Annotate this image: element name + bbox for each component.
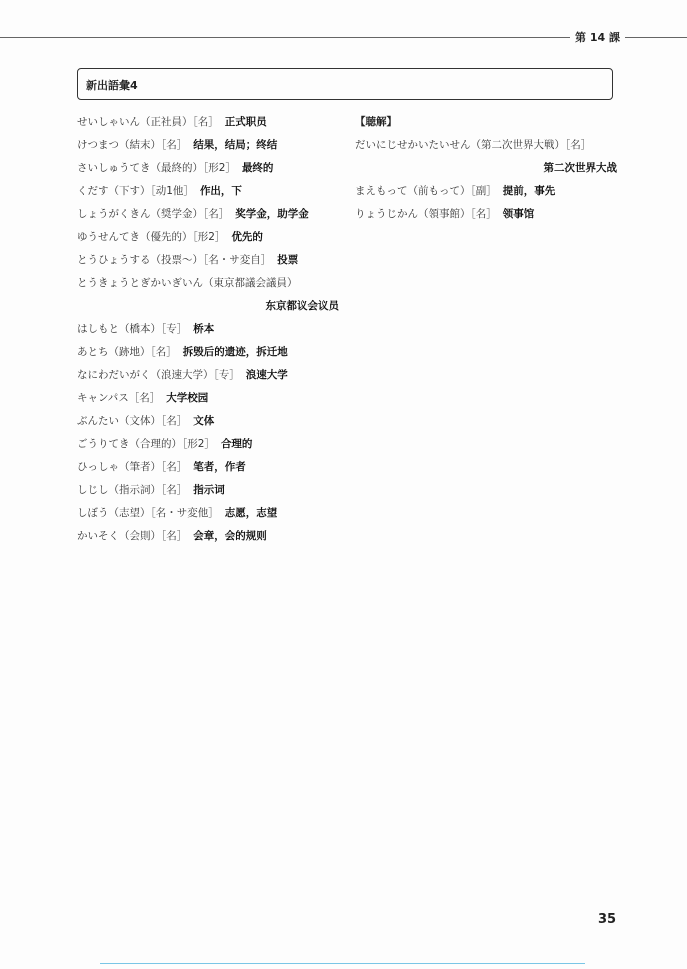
vocab-meaning: 最终的 <box>241 162 274 174</box>
vocab-entry <box>77 275 339 298</box>
vocab-entry-continuation <box>355 160 617 183</box>
vocab-meaning: 志愿，志望 <box>224 507 278 519</box>
vocab-entry <box>77 436 339 459</box>
vocab-reading: とうきょうとぎかいぎいん（東京都議会議員） <box>77 277 298 289</box>
vocab-reading: だいにじせかいたいせん（第二次世界大戦）［名］ <box>355 139 592 151</box>
vocab-reading: なにわだいがく（浪速大学）［专］ <box>77 369 240 381</box>
vocab-entry <box>77 206 339 229</box>
vocab-reading: しょうがくきん（奨学金）［名］ <box>77 208 230 220</box>
vocab-reading: とうひょうする（投票～）［名・サ変自］ <box>77 254 272 266</box>
vocab-meaning: 桥本 <box>193 323 215 335</box>
vocab-entry <box>77 229 339 252</box>
vocab-meaning: 结果，结局；终结 <box>193 139 278 151</box>
vocab-entry-continuation <box>77 298 339 321</box>
vocab-meaning: 正式职员 <box>224 116 267 128</box>
vocab-reading: しじし（指示詞）［名］ <box>77 484 188 496</box>
vocab-meaning: 会章，会的规则 <box>193 530 267 542</box>
vocab-entry <box>77 252 339 275</box>
vocab-reading: ひっしゃ（筆者）［名］ <box>77 461 188 473</box>
footer-rule <box>100 963 585 964</box>
vocab-entry <box>77 528 339 551</box>
vocab-entry <box>355 206 617 229</box>
section-header-box <box>77 68 613 100</box>
vocab-entry <box>77 482 339 505</box>
vocab-meaning: 优先的 <box>231 231 263 243</box>
section-title: 新出語彙4 <box>86 79 138 92</box>
vocab-reading: けつまつ（結末）［名］ <box>77 139 188 151</box>
vocab-reading: ごうりてき（合理的）［形2］ <box>77 438 215 450</box>
vocab-meaning: 东京都议会议员 <box>265 300 339 312</box>
vocab-meaning: 大学校园 <box>166 392 209 404</box>
vocab-meaning: 领事馆 <box>502 208 535 220</box>
vocab-reading: ゆうせんてき（優先的）［形2］ <box>77 231 226 243</box>
vocab-entry <box>77 413 339 436</box>
vocab-entry <box>77 344 339 367</box>
listening-heading: 【聴解】 <box>355 116 397 128</box>
vocab-meaning: 拆毁后的遗迹，拆迁地 <box>182 346 288 358</box>
vocab-meaning: 笔者，作者 <box>193 461 246 473</box>
page-number: 35 <box>598 912 617 927</box>
vocab-meaning: 奖学金，助学金 <box>235 208 309 220</box>
vocab-meaning: 投票 <box>277 254 299 266</box>
vocab-entry <box>77 505 339 528</box>
vocab-column-left <box>77 114 339 551</box>
vocab-entry <box>355 137 617 160</box>
vocab-reading: しぼう（志望）［名・サ変他］ <box>77 507 219 519</box>
vocab-reading: あとち（跡地）［名］ <box>77 346 177 358</box>
vocab-reading: りょうじかん（領事館）［名］ <box>355 208 497 220</box>
vocab-reading: くだす（下す）［动1他］ <box>77 185 194 197</box>
vocab-meaning: 第二次世界大战 <box>543 162 617 174</box>
vocab-meaning: 文体 <box>193 415 215 427</box>
vocab-reading: さいしゅうてき（最終的）［形2］ <box>77 162 236 174</box>
vocab-reading: キャンパス［名］ <box>77 392 161 404</box>
vocab-entry <box>355 183 617 206</box>
vocab-meaning: 合理的 <box>220 438 253 450</box>
vocab-reading: まえもって（前もって）［副］ <box>355 185 497 197</box>
vocab-reading: せいしゃいん（正社員）［名］ <box>77 116 219 128</box>
vocab-reading: ぶんたい（文体）［名］ <box>77 415 188 427</box>
vocab-column-right <box>355 114 617 229</box>
vocab-entry <box>77 183 339 206</box>
vocab-reading: はしもと（橋本）［专］ <box>77 323 188 335</box>
vocab-reading: かいそく（会則）［名］ <box>77 530 188 542</box>
vocab-entry <box>77 114 339 137</box>
vocab-entry <box>77 390 339 413</box>
vocab-meaning: 作出，下 <box>199 185 242 197</box>
vocab-entry <box>77 321 339 344</box>
vocab-meaning: 指示词 <box>193 484 225 496</box>
vocab-meaning: 浪速大学 <box>245 369 288 381</box>
vocab-meaning: 提前，事先 <box>502 185 556 197</box>
lesson-label: 第 14 課 <box>570 29 625 45</box>
vocab-entry <box>77 459 339 482</box>
vocab-entry <box>77 160 339 183</box>
vocab-entry <box>77 367 339 390</box>
vocab-entry <box>77 137 339 160</box>
